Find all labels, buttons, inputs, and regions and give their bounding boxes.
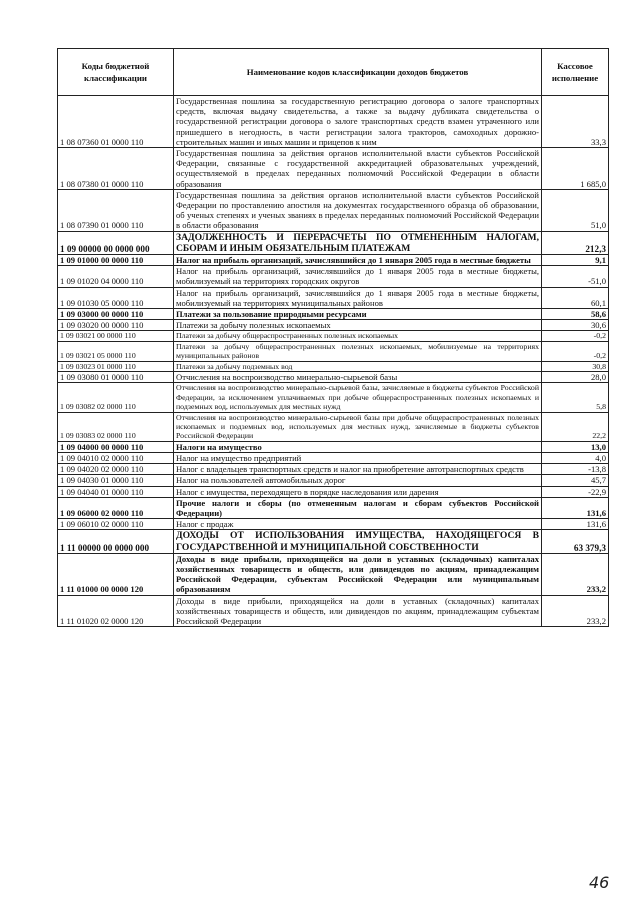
table-row xyxy=(58,148,609,190)
code-cell: 1 09 01020 04 0000 110 xyxy=(58,266,174,287)
table-row xyxy=(58,331,609,341)
page-number: 46 xyxy=(589,873,610,892)
amount-cell: 51,0 xyxy=(542,189,609,231)
table-row xyxy=(58,383,609,412)
table-row xyxy=(58,595,609,627)
amount-cell: 30,8 xyxy=(542,361,609,371)
table-row xyxy=(58,464,609,475)
header-amount: Кассовое исполнение xyxy=(542,49,609,96)
table-row xyxy=(58,309,609,320)
table-row xyxy=(58,287,609,308)
code-cell: 1 09 04020 02 0000 110 xyxy=(58,464,174,475)
code-cell: 1 09 01030 05 0000 110 xyxy=(58,287,174,308)
table-row xyxy=(58,320,609,331)
name-cell: ЗАДОЛЖЕННОСТЬ И ПЕРЕРАСЧЕТЫ ПО ОТМЕНЕННЫМ НАЛОГАМ, СБОРАМ И ИНЫМ ОБЯЗАТЕЛЬНЫМ ПЛАТЕЖАМ xyxy=(174,231,542,254)
amount-cell: 212,3 xyxy=(542,231,609,254)
code-cell: 1 09 03082 02 0000 110 xyxy=(58,383,174,412)
amount-cell: -51,0 xyxy=(542,266,609,287)
table-row xyxy=(58,452,609,463)
name-cell: Отчисления на воспроизводство минерально-сырьевой базы xyxy=(174,372,542,383)
name-cell: Налог с имущества, переходящего в порядке наследования или дарения xyxy=(174,486,542,497)
code-cell: 1 09 03021 05 0000 110 xyxy=(58,341,174,361)
amount-cell: 233,2 xyxy=(542,595,609,627)
name-cell: Доходы в виде прибыли, приходящейся на доли в уставных (складочных) капиталах хозяйственных товариществ и обществ, или дивидендов по акциям, принадлежащим Российской Федерации, субъектам Российской Федерации или муниципальным образованиям xyxy=(174,553,542,595)
amount-cell: 22,2 xyxy=(542,412,609,441)
amount-cell: 63 379,3 xyxy=(542,530,609,553)
code-cell: 1 09 06010 02 0000 110 xyxy=(58,519,174,530)
code-cell: 1 09 00000 00 0000 000 xyxy=(58,231,174,254)
code-cell: 1 09 06000 02 0000 110 xyxy=(58,497,174,518)
name-cell: Налог на прибыль организаций, зачислявшийся до 1 января 2005 года в местные бюджеты, мобилизуемый на территориях муниципальных районов xyxy=(174,287,542,308)
table-row xyxy=(58,189,609,231)
amount-cell: 33,3 xyxy=(542,96,609,148)
code-cell: 1 09 03023 01 0000 110 xyxy=(58,361,174,371)
amount-cell: 30,6 xyxy=(542,320,609,331)
table-row xyxy=(58,441,609,452)
code-cell: 1 09 04010 02 0000 110 xyxy=(58,452,174,463)
name-cell: Государственная пошлина за действия органов исполнительной власти субъектов Российской Федерации, связанные с государственной аккредитацией образовательных учреждений, осуществляемой в пределах переданных полномочий Российской Федерации в области образования xyxy=(174,148,542,190)
name-cell: Налог на пользователей автомобильных дорог xyxy=(174,475,542,486)
code-cell: 1 11 01020 02 0000 120 xyxy=(58,595,174,627)
name-cell: Отчисления на воспроизводство минерально-сырьевой базы при добыче общераспространенных полезных ископаемых и подземных вод, используемых для местных нужд, зачисляемые в бюджеты субъектов Российской Федерации xyxy=(174,412,542,441)
name-cell: Платежи за пользование природными ресурсами xyxy=(174,309,542,320)
header-name: Наименование кодов классификации доходов бюджетов xyxy=(174,49,542,96)
name-cell: Платежи за добычу полезных ископаемых xyxy=(174,320,542,331)
code-cell: 1 08 07360 01 0000 110 xyxy=(58,96,174,148)
table-row xyxy=(58,255,609,266)
code-cell: 1 09 04000 00 0000 110 xyxy=(58,441,174,452)
table-header-row xyxy=(58,49,609,96)
table-row xyxy=(58,530,609,553)
amount-cell: 9,1 xyxy=(542,255,609,266)
name-cell: Налоги на имущество xyxy=(174,441,542,452)
amount-cell: 1 685,0 xyxy=(542,148,609,190)
table-row xyxy=(58,266,609,287)
name-cell: Налог на прибыль организаций, зачислявшийся до 1 января 2005 года в местные бюджеты xyxy=(174,255,542,266)
table-row xyxy=(58,361,609,371)
amount-cell: 233,2 xyxy=(542,553,609,595)
code-cell: 1 09 03021 00 0000 110 xyxy=(58,331,174,341)
table-row xyxy=(58,519,609,530)
table-row xyxy=(58,372,609,383)
code-cell: 1 11 00000 00 0000 000 xyxy=(58,530,174,553)
amount-cell: 28,0 xyxy=(542,372,609,383)
code-cell: 1 11 01000 00 0000 120 xyxy=(58,553,174,595)
name-cell: Платежи за добычу подземных вод xyxy=(174,361,542,371)
name-cell: Государственная пошлина за государственную регистрацию договора о залоге транспортных средств, включая выдачу свидетельства, а также за выдачу дубликата свидетельства о государственной регистрации договора о залоге транспортных средств взамен утраченного или пришедшего в негодность, в части регистрации залога тракторов, самоходных дорожно-строительных машин и иных машин и прицепов к ним xyxy=(174,96,542,148)
amount-cell: 60,1 xyxy=(542,287,609,308)
table-row xyxy=(58,497,609,518)
amount-cell: 58,6 xyxy=(542,309,609,320)
amount-cell: 5,8 xyxy=(542,383,609,412)
name-cell: Доходы в виде прибыли, приходящейся на доли в уставных (складочных) капиталах хозяйственных товариществ и обществ, или дивидендов по акциям, принадлежащим субъектам Российской Федерации xyxy=(174,595,542,627)
table-row xyxy=(58,96,609,148)
amount-cell: -22,9 xyxy=(542,486,609,497)
name-cell: Налог на прибыль организаций, зачислявшийся до 1 января 2005 года в местные бюджеты, мобилизуемый на территориях городских округов xyxy=(174,266,542,287)
code-cell: 1 09 03020 00 0000 110 xyxy=(58,320,174,331)
table-row xyxy=(58,231,609,254)
code-cell: 1 08 07390 01 0000 110 xyxy=(58,189,174,231)
name-cell: Налог с владельцев транспортных средств и налог на приобретение автотранспортных средств xyxy=(174,464,542,475)
table-row xyxy=(58,475,609,486)
code-cell: 1 09 03000 00 0000 110 xyxy=(58,309,174,320)
amount-cell: 45,7 xyxy=(542,475,609,486)
amount-cell: -13,8 xyxy=(542,464,609,475)
amount-cell: 4,0 xyxy=(542,452,609,463)
table-row xyxy=(58,412,609,441)
name-cell: Налог с продаж xyxy=(174,519,542,530)
table-row xyxy=(58,341,609,361)
table-row xyxy=(58,486,609,497)
code-cell: 1 09 03080 01 0000 110 xyxy=(58,372,174,383)
amount-cell: -0,2 xyxy=(542,331,609,341)
name-cell: Платежи за добычу общераспространенных полезных ископаемых, мобилизуемые на территориях муниципальных районов xyxy=(174,341,542,361)
name-cell: Государственная пошлина за действия органов исполнительной власти субъектов Российской Федерации по проставлению апостиля на документах государственного образца об образовании, об ученых степенях и ученых званиях в пределах переданных полномочий Российской Федерации в области образования xyxy=(174,189,542,231)
code-cell: 1 09 03083 02 0000 110 xyxy=(58,412,174,441)
amount-cell: 131,6 xyxy=(542,497,609,518)
table-row xyxy=(58,553,609,595)
header-code: Коды бюджетной классификации xyxy=(58,49,174,96)
name-cell: Прочие налоги и сборы (по отмененным налогам и сборам субъектов Российской Федерации) xyxy=(174,497,542,518)
amount-cell: 131,6 xyxy=(542,519,609,530)
amount-cell: 13,0 xyxy=(542,441,609,452)
code-cell: 1 09 01000 00 0000 110 xyxy=(58,255,174,266)
name-cell: ДОХОДЫ ОТ ИСПОЛЬЗОВАНИЯ ИМУЩЕСТВА, НАХОДЯЩЕГОСЯ В ГОСУДАРСТВЕННОЙ И МУНИЦИПАЛЬНОЙ СОБСТВЕННОСТИ xyxy=(174,530,542,553)
budget-revenue-table xyxy=(57,48,609,627)
amount-cell: -0,2 xyxy=(542,341,609,361)
name-cell: Налог на имущество предприятий xyxy=(174,452,542,463)
name-cell: Отчисления на воспроизводство минерально-сырьевой базы, зачисляемые в бюджеты субъектов Российской Федерации, за исключением уплачиваемых при добыче общераспространенных полезных ископаемых и подземных вод, используемых для местных нужд xyxy=(174,383,542,412)
code-cell: 1 09 04030 01 0000 110 xyxy=(58,475,174,486)
code-cell: 1 09 04040 01 0000 110 xyxy=(58,486,174,497)
name-cell: Платежи за добычу общераспространенных полезных ископаемых xyxy=(174,331,542,341)
code-cell: 1 08 07380 01 0000 110 xyxy=(58,148,174,190)
